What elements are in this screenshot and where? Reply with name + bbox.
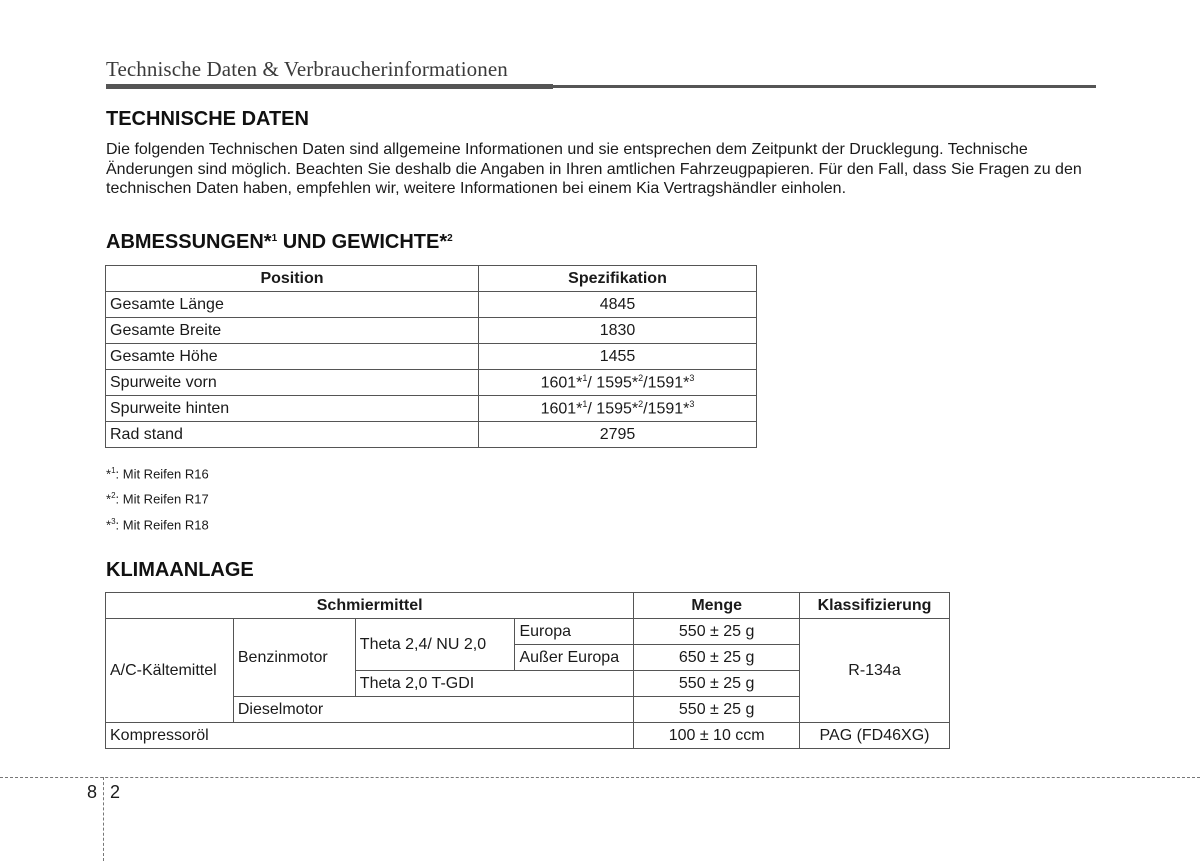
- kompressor-label: Kompressoröl: [106, 723, 634, 749]
- ac-label: A/C-Kältemittel: [106, 619, 234, 723]
- heading-text-2: UND GEWICHTE*: [277, 231, 448, 253]
- row-label: Gesamte Länge: [106, 292, 479, 318]
- value-part: /1591*: [643, 374, 690, 392]
- klima-table: [105, 592, 950, 749]
- table-row: [106, 396, 757, 422]
- footnote: [106, 511, 209, 536]
- footnote-mark: *: [106, 516, 112, 532]
- col-header-schmiermittel: Schmiermittel: [106, 593, 634, 619]
- benzin-label: Benzinmotor: [233, 619, 355, 697]
- theta24-label: Theta 2,4/ NU 2,0: [355, 619, 515, 671]
- footnote-text: : Mit Reifen R18: [115, 516, 209, 532]
- value-part: / 1595*: [587, 400, 639, 418]
- menge-theta20: 550 ± 25 g: [634, 671, 800, 697]
- row-value: 1455: [479, 344, 757, 370]
- row-label: Gesamte Breite: [106, 318, 479, 344]
- footnote: [106, 460, 209, 485]
- klass-r134a: R-134a: [800, 619, 950, 723]
- footnote-sup: 1: [111, 466, 116, 475]
- klass-kompressor: PAG (FD46XG): [800, 723, 950, 749]
- section-heading-tech: TECHNISCHE DATEN: [106, 108, 309, 130]
- heading-text-1: ABMESSUNGEN*: [106, 231, 272, 253]
- heading-sup-2: 2: [447, 233, 453, 244]
- col-header-klassifizierung: Klassifizierung: [800, 593, 950, 619]
- section-heading-dimensions: [106, 231, 453, 254]
- value-sup: 2: [638, 372, 644, 383]
- page-number-page: 2: [110, 782, 121, 802]
- footnote: [106, 485, 209, 510]
- footer-rule: [0, 777, 1200, 778]
- footnotes: [106, 460, 209, 536]
- menge-europa: 550 ± 25 g: [634, 619, 800, 645]
- dimensions-table: [105, 265, 757, 448]
- value-sup: 3: [689, 398, 695, 409]
- row-label: Spurweite hinten: [106, 396, 479, 422]
- header-rule: [106, 84, 1096, 89]
- table-row: [106, 619, 950, 645]
- table-row: [106, 344, 757, 370]
- col-header-menge: Menge: [634, 593, 800, 619]
- value-part: / 1595*: [587, 374, 639, 392]
- page-number-chapter: 8: [87, 782, 98, 802]
- footnote-mark: *: [106, 491, 112, 507]
- value-part: 1601*: [540, 400, 583, 418]
- region-europa: Europa: [515, 619, 634, 645]
- menge-ausser-europa: 650 ± 25 g: [634, 645, 800, 671]
- diesel-label: Dieselmotor: [233, 697, 633, 723]
- table-header-row: [106, 593, 950, 619]
- value-sup: 1: [582, 372, 588, 383]
- footnote-sup: 2: [111, 491, 116, 501]
- col-header-spec: Spezifikation: [479, 266, 757, 292]
- header-rule-thin: [553, 85, 1096, 88]
- row-value: [479, 370, 757, 396]
- table-row: [106, 318, 757, 344]
- menge-kompressor: 100 ± 10 ccm: [634, 723, 800, 749]
- footnote-text: : Mit Reifen R16: [115, 466, 209, 482]
- theta20-label: Theta 2,0 T-GDI: [355, 671, 634, 697]
- table-row: [106, 723, 950, 749]
- value-part: /1591*: [643, 400, 690, 418]
- table-row: [106, 370, 757, 396]
- header-rule-thick: [106, 84, 553, 89]
- row-value: 2795: [479, 422, 757, 448]
- table-header-row: [106, 266, 757, 292]
- row-label: Spurweite vorn: [106, 370, 479, 396]
- region-ausser-europa: Außer Europa: [515, 645, 634, 671]
- row-value: 4845: [479, 292, 757, 318]
- intro-paragraph: Die folgenden Technischen Daten sind allgemeine Informationen und sie entsprechen dem Zeitpunkt der Drucklegung. Technische Änderungen sind möglich. Beachten Sie deshalb die Angaben in Ihren amtlichen Fahrzeugpapieren. Für den Fall, dass Sie Fragen zu den technischen Daten haben, empfehlen wir, weitere Informationen bei einem Kia Vertragshändler einholen.: [106, 141, 1082, 197]
- footnote-mark: *: [106, 466, 112, 482]
- heading-sup-1: 1: [271, 233, 278, 244]
- row-label: Gesamte Höhe: [106, 344, 479, 370]
- section-heading-klima: KLIMAANLAGE: [106, 559, 254, 581]
- table-row: [106, 422, 757, 448]
- value-sup: 1: [582, 398, 588, 409]
- menge-diesel: 550 ± 25 g: [634, 697, 800, 723]
- table-row: [106, 292, 757, 318]
- col-header-position: Position: [106, 266, 479, 292]
- footnote-text: : Mit Reifen R17: [115, 491, 209, 507]
- footnote-sup: 3: [111, 516, 116, 526]
- row-label: Rad stand: [106, 422, 479, 448]
- row-value: 1830: [479, 318, 757, 344]
- page-header-title: Technische Daten & Verbraucherinformationen: [106, 57, 508, 81]
- value-sup: 2: [638, 398, 644, 409]
- value-part: 1601*: [540, 374, 583, 392]
- value-sup: 3: [689, 372, 695, 383]
- footer-vertical-rule: [103, 777, 104, 861]
- row-value: [479, 396, 757, 422]
